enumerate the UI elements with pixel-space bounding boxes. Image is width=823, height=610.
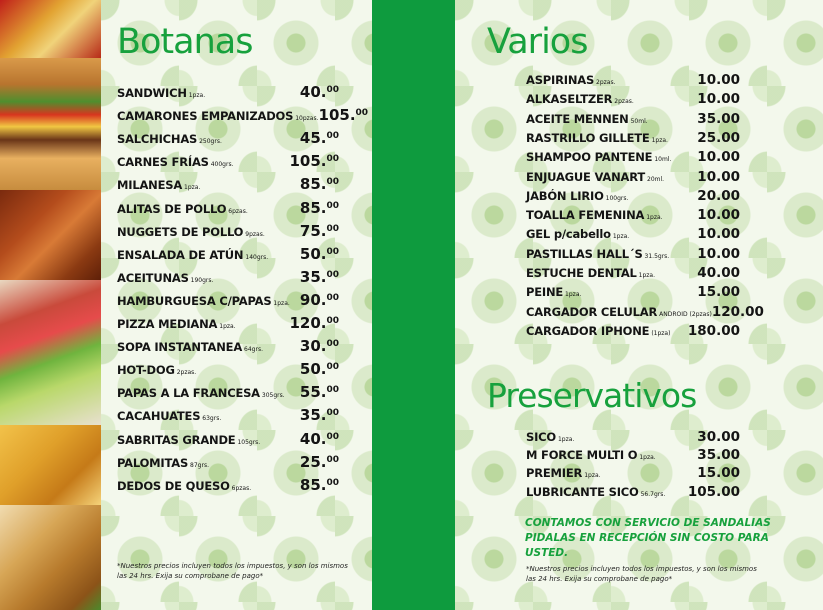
price-whole: 120 xyxy=(289,314,321,332)
item-label xyxy=(117,267,213,286)
item-label xyxy=(526,166,664,185)
item-price: 85.00 xyxy=(299,475,339,494)
item-unit: 305grs. xyxy=(261,392,285,400)
item-unit: 400grs. xyxy=(210,161,234,169)
price-cents: 00 xyxy=(326,131,339,142)
item-label xyxy=(117,82,205,101)
item-name: PASTILLAS HALL´S xyxy=(526,246,643,261)
item-price: 50.00 xyxy=(299,244,339,263)
item-name: SANDWICH xyxy=(117,86,187,100)
price-cents: 00 xyxy=(326,269,339,280)
price-cents: 00 xyxy=(326,223,339,234)
item-label xyxy=(526,127,668,146)
menu-item-row xyxy=(526,481,740,500)
fried-snacks-photo xyxy=(0,425,101,505)
menu-item-row xyxy=(526,166,740,185)
menu-item-row xyxy=(117,198,339,217)
item-name: DEDOS DE QUESO xyxy=(117,478,230,493)
item-price: 25.00 xyxy=(299,452,339,471)
menu-item-row xyxy=(117,405,339,424)
item-name: M FORCE MULTI O xyxy=(526,448,638,463)
item-label xyxy=(117,382,285,401)
item-price: 90.00 xyxy=(299,290,339,309)
item-unit: 1pza. xyxy=(219,323,236,330)
item-label xyxy=(117,198,248,217)
price-whole: 85 xyxy=(299,475,321,494)
item-unit: 1pza. xyxy=(188,92,206,99)
item-unit: 250grs. xyxy=(199,138,222,146)
item-price: 40.00 xyxy=(299,429,339,448)
menu-item-row xyxy=(526,243,740,262)
item-price: 30.00 xyxy=(299,337,339,356)
menu-item-row xyxy=(526,223,740,242)
item-price xyxy=(697,447,740,463)
item-unit: 31.5grs. xyxy=(644,252,670,260)
price-cents: 00 xyxy=(326,454,339,465)
price-note-left: *Nuestros precios incluyen todos los impuestos, y son los mismos las 24 hrs. Exija su comprobane de pago* xyxy=(117,562,348,580)
price-value: 20.00 xyxy=(697,187,740,204)
item-label xyxy=(526,444,656,463)
item-name: ENJUAGUE VANART xyxy=(526,169,646,184)
item-unit: 50ml. xyxy=(630,117,648,125)
price-cents: 00 xyxy=(326,316,339,326)
price-whole: 35 xyxy=(299,267,321,286)
item-label xyxy=(526,320,670,339)
menu-item-row xyxy=(526,281,740,300)
price-whole: 40 xyxy=(299,83,321,101)
item-label xyxy=(117,244,268,263)
price-cents: 00 xyxy=(326,362,339,373)
item-label xyxy=(117,452,209,471)
price-value: 10.00 xyxy=(697,149,740,166)
price-whole: 75 xyxy=(299,221,321,240)
item-name: CARNES FRÍAS xyxy=(117,155,209,170)
price-value: 10.00 xyxy=(697,245,740,262)
price-value: 10.00 xyxy=(697,91,740,108)
menu-item-row xyxy=(117,336,339,355)
menu-item-row xyxy=(117,429,339,448)
item-label xyxy=(526,146,671,165)
item-label xyxy=(117,405,221,424)
item-label xyxy=(117,221,265,240)
food-photo-strip xyxy=(0,0,101,610)
price-note-right: *Nuestros precios incluyen todos los impuestos, y son los mismos las 24 hrs. Exija su comprobane de pago* xyxy=(526,565,757,583)
item-name: PALOMITAS xyxy=(117,455,189,470)
price-whole: 45 xyxy=(299,129,321,148)
item-name: ALITAS DE POLLO xyxy=(117,201,227,216)
item-label xyxy=(526,462,601,481)
item-price xyxy=(688,323,740,339)
menu-item-row xyxy=(117,267,339,286)
item-label xyxy=(526,185,628,204)
price-value: 10.00 xyxy=(697,72,740,88)
price-cents: 00 xyxy=(326,154,339,165)
price-value: 40.00 xyxy=(697,265,740,281)
item-label xyxy=(117,128,222,147)
item-name: SICO xyxy=(526,430,556,444)
price-cents: 00 xyxy=(326,200,339,211)
item-unit: 1pza. xyxy=(584,472,601,480)
price-whole: 40 xyxy=(299,429,321,448)
menu-item-row xyxy=(526,320,740,339)
price-cents: 00 xyxy=(326,177,339,188)
item-name: GEL p/cabello xyxy=(526,227,611,242)
item-unit: 10ml. xyxy=(654,156,672,164)
item-label xyxy=(526,204,663,223)
item-name: ACEITUNAS xyxy=(117,270,189,285)
item-name: CACAHUATES xyxy=(117,409,201,424)
item-price: 45.00 xyxy=(299,129,339,148)
item-label xyxy=(117,313,236,332)
item-label xyxy=(526,262,655,281)
item-unit: 6pzas. xyxy=(228,207,248,215)
menu-item-row xyxy=(526,127,740,146)
item-price xyxy=(697,284,740,300)
item-name: NUGGETS DE POLLO xyxy=(117,224,244,239)
item-name: HOT-DOG xyxy=(117,363,175,378)
item-unit: 6pzas. xyxy=(231,484,252,492)
price-cents: 00 xyxy=(326,339,339,350)
item-label xyxy=(526,481,665,500)
menu-item-row xyxy=(117,174,339,193)
item-label xyxy=(117,359,196,378)
item-name: ASPIRINAS xyxy=(526,73,595,87)
item-name: SHAMPOO PANTENE xyxy=(526,150,653,165)
item-name: LUBRICANTE SICO xyxy=(526,484,639,499)
price-value: 30.00 xyxy=(697,429,740,445)
menu-item-row xyxy=(526,69,740,88)
item-label xyxy=(117,105,319,124)
menu-item-row xyxy=(526,108,740,127)
price-whole: 50 xyxy=(299,360,321,379)
item-label xyxy=(117,290,290,309)
price-cents: 00 xyxy=(326,431,339,442)
menu-item-row xyxy=(526,146,740,165)
item-price xyxy=(697,207,740,223)
item-label xyxy=(526,69,616,88)
item-name: PEINE xyxy=(526,285,564,300)
item-unit: 56.7grs. xyxy=(640,490,666,498)
item-unit: 2pzas. xyxy=(176,369,197,377)
menu-item-row xyxy=(117,475,339,494)
item-name: SABRITAS GRANDE xyxy=(117,432,236,447)
item-name: SOPA INSTANTANEA xyxy=(117,340,243,355)
item-unit: 63grs. xyxy=(202,415,222,423)
menu-item-row xyxy=(526,301,764,320)
item-unit: 1pza. xyxy=(651,136,668,144)
menu-item-row xyxy=(117,244,339,263)
sandalias-notice: CONTAMOS CON SERVICIO DE SANDALIAS PIDALAS EN RECEPCIÓN SIN COSTO PARA USTED. xyxy=(525,517,771,559)
item-unit: 105grs. xyxy=(237,438,261,446)
item-price xyxy=(697,429,740,445)
price-cents: 00 xyxy=(326,408,339,419)
menu-item-row xyxy=(117,82,339,101)
menu-item-row xyxy=(117,452,339,471)
menu-item-row xyxy=(117,221,339,240)
item-unit: 1pza. xyxy=(639,454,656,462)
item-name: ACEITE MENNEN xyxy=(526,111,629,126)
cold-cuts-photo xyxy=(0,280,101,425)
item-label xyxy=(117,151,234,170)
item-name: SALCHICHAS xyxy=(117,132,198,147)
item-price xyxy=(697,111,740,127)
nuggets-photo xyxy=(0,505,101,610)
botanas-heading: Botanas xyxy=(117,22,253,62)
price-cents: 00 xyxy=(326,85,339,95)
item-unit: ANDROID (2pzas) xyxy=(659,310,712,318)
item-price xyxy=(697,91,740,107)
item-unit: 2pzas. xyxy=(614,98,634,106)
item-label xyxy=(526,301,712,320)
item-unit: 140grs. xyxy=(245,253,269,261)
price-cents: 00 xyxy=(326,477,339,488)
price-value: 15.00 xyxy=(697,284,740,301)
price-cents: 00 xyxy=(326,385,339,396)
item-unit: (1pza) xyxy=(651,329,671,337)
price-cents: 00 xyxy=(326,292,339,303)
price-value: 105.00 xyxy=(687,483,740,500)
item-price xyxy=(697,72,740,88)
item-label xyxy=(117,174,200,193)
price-whole: 35 xyxy=(299,406,321,425)
item-price xyxy=(697,265,740,281)
item-name: PAPAS A LA FRANCESA xyxy=(117,386,260,401)
item-price xyxy=(697,130,740,146)
menu-item-row xyxy=(117,359,339,378)
menu-item-row xyxy=(117,382,339,401)
item-name: MILANESA xyxy=(117,178,183,193)
price-cents: 00 xyxy=(326,246,339,257)
item-name: JABÓN LIRIO xyxy=(526,188,604,203)
varios-heading: Varios xyxy=(487,22,588,62)
item-price xyxy=(697,246,740,262)
item-unit: 20ml. xyxy=(647,175,665,183)
item-price: 50.00 xyxy=(299,360,339,379)
item-unit: 1pza. xyxy=(273,299,290,307)
item-unit: 9pzas. xyxy=(245,230,265,238)
menu-item-row xyxy=(117,105,369,125)
price-whole: 85 xyxy=(299,198,321,217)
item-price xyxy=(712,304,764,320)
item-name: ENSALADA DE ATÚN xyxy=(117,247,244,262)
item-unit: 100grs. xyxy=(605,194,629,202)
price-cents: 00 xyxy=(355,108,369,119)
item-unit: 1pza. xyxy=(638,272,656,279)
item-price: 105.00 xyxy=(318,106,369,125)
price-value: 120.00 xyxy=(711,303,764,320)
item-label xyxy=(526,108,648,127)
item-price: 35.00 xyxy=(299,406,339,425)
item-price: 120.00 xyxy=(289,314,339,332)
item-name: CARGADOR CELULAR xyxy=(526,304,658,319)
item-name: ALKASELTZER xyxy=(526,92,613,107)
item-unit: 1pza. xyxy=(646,214,663,222)
item-price: 105.00 xyxy=(289,152,339,171)
menu-item-row xyxy=(117,290,339,309)
item-price xyxy=(688,484,740,500)
menu-item-row xyxy=(117,313,339,332)
item-name: PIZZA MEDIANA xyxy=(117,317,218,331)
price-whole: 105 xyxy=(318,106,350,125)
item-unit: 1pza. xyxy=(184,184,201,192)
price-value: 10.00 xyxy=(697,226,740,243)
price-whole: 30 xyxy=(299,337,321,356)
price-whole: 55 xyxy=(299,383,321,402)
price-whole: 90 xyxy=(299,290,321,309)
item-unit: 1pza. xyxy=(557,436,575,443)
price-value: 15.00 xyxy=(697,465,740,482)
item-unit: 1pza. xyxy=(612,233,630,241)
burger-photo xyxy=(0,58,101,190)
menu-item-row xyxy=(526,462,740,481)
item-name: ESTUCHE DENTAL xyxy=(526,266,637,280)
price-value: 35.00 xyxy=(697,110,740,127)
item-price: 40.00 xyxy=(299,83,339,101)
menu-item-row xyxy=(117,128,339,147)
item-label xyxy=(117,429,260,448)
item-unit: 10pzas. xyxy=(295,115,319,123)
item-price: 75.00 xyxy=(299,221,339,240)
menu-item-row xyxy=(117,151,339,170)
price-value: 10.00 xyxy=(697,168,740,185)
price-whole: 85 xyxy=(299,175,321,194)
item-label xyxy=(526,281,581,300)
item-unit: 2pzas. xyxy=(596,79,616,86)
item-name: HAMBURGUESA C/PAPAS xyxy=(117,293,272,308)
item-label xyxy=(526,426,574,445)
item-name: CAMARONES EMPANIZADOS xyxy=(117,109,294,124)
item-unit: 87grs. xyxy=(190,461,209,469)
item-label xyxy=(526,88,634,107)
item-label xyxy=(526,243,669,262)
item-name: TOALLA FEMENINA xyxy=(526,208,645,223)
chicken-wings-photo xyxy=(0,190,101,280)
price-whole: 105 xyxy=(289,152,321,171)
item-name: PREMIER xyxy=(526,466,583,481)
item-unit: 64grs. xyxy=(244,346,263,354)
item-price: 85.00 xyxy=(299,175,339,194)
item-price xyxy=(697,169,740,185)
item-unit: 1pza. xyxy=(565,291,582,299)
preservativos-heading: Preservativos xyxy=(487,376,697,415)
center-green-bar xyxy=(372,0,455,610)
item-price: 55.00 xyxy=(299,383,339,402)
item-name: CARGADOR IPHONE xyxy=(526,323,650,338)
item-unit: 190grs. xyxy=(190,276,214,284)
menu-item-row xyxy=(526,185,740,204)
item-price xyxy=(697,465,740,481)
price-whole: 50 xyxy=(299,244,321,263)
item-label xyxy=(117,336,263,355)
item-price xyxy=(697,226,740,242)
pizza-photo xyxy=(0,0,101,58)
price-value: 35.00 xyxy=(697,447,740,464)
menu-item-row xyxy=(526,426,740,445)
price-value: 25.00 xyxy=(697,129,740,146)
item-label xyxy=(526,223,629,242)
menu-item-row xyxy=(526,444,740,463)
item-price xyxy=(697,149,740,165)
menu-item-row xyxy=(526,204,740,223)
item-price: 85.00 xyxy=(299,198,339,217)
menu-item-row xyxy=(526,88,740,107)
price-value: 10.00 xyxy=(697,207,740,224)
item-label xyxy=(117,475,251,494)
menu-item-row xyxy=(526,262,740,281)
item-price: 35.00 xyxy=(299,267,339,286)
price-value: 180.00 xyxy=(687,322,740,339)
item-name: RASTRILLO GILLETE xyxy=(526,130,650,145)
item-price xyxy=(697,188,740,204)
price-whole: 25 xyxy=(299,452,321,471)
